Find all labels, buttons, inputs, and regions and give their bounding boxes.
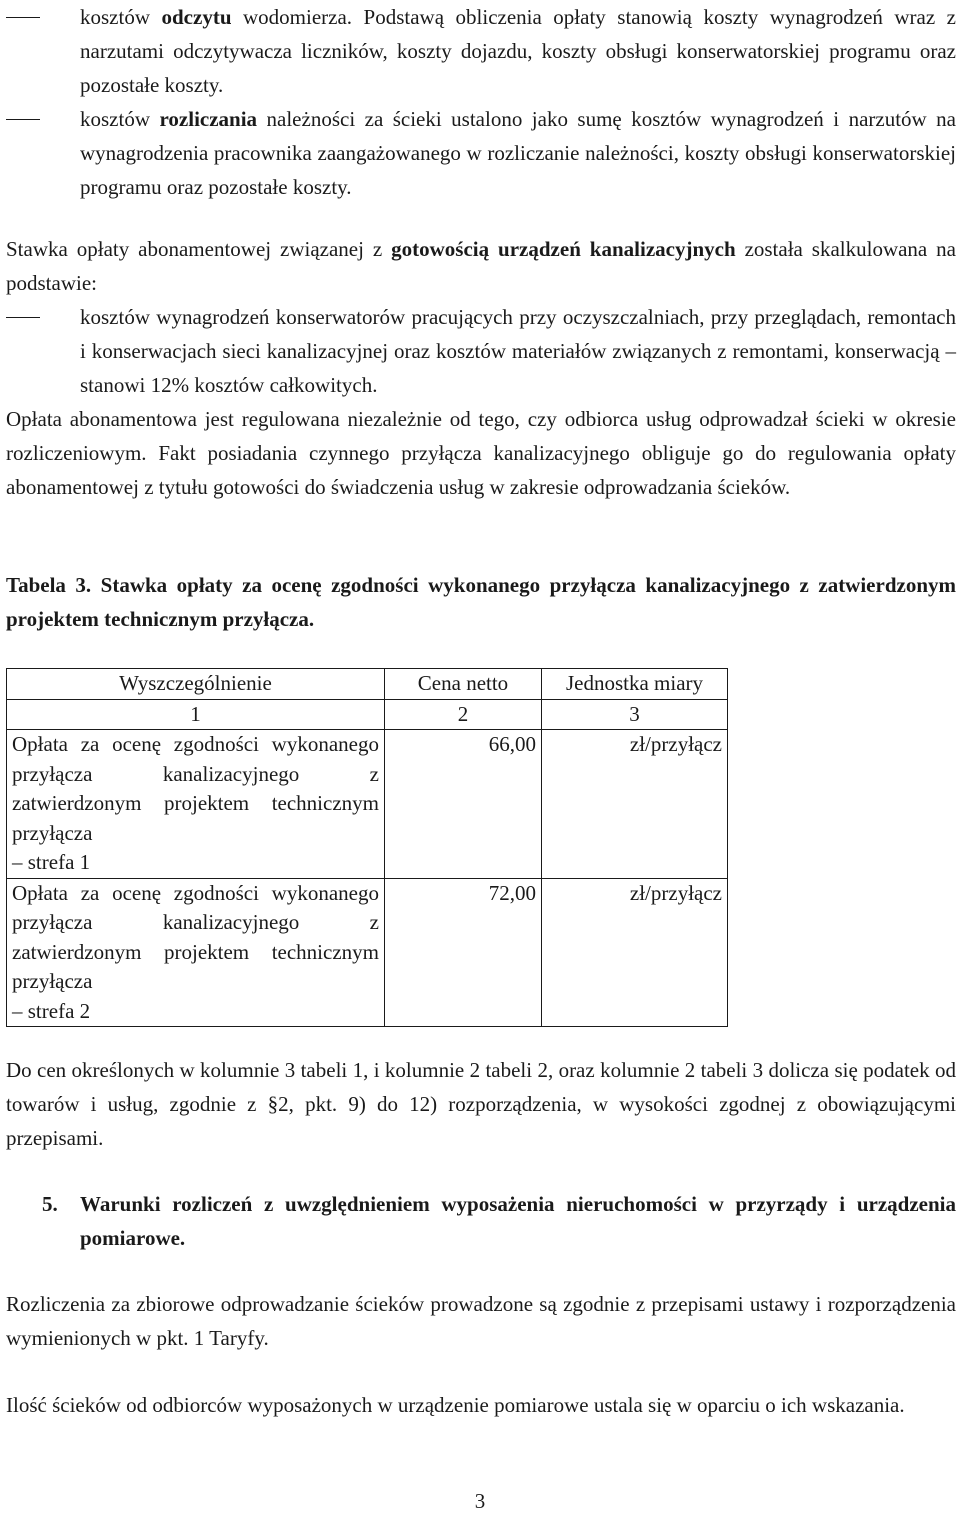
table-header-row	[7, 669, 728, 700]
table-header-cell: Wyszczególnienie	[7, 669, 385, 700]
table-cell-unit: zł/przyłącz	[542, 878, 728, 1027]
description-text: Opłata za ocenę zgodności wykonanego przyłącza kanalizacyjnego z zatwierdzonym projektem technicznym przyłącza	[12, 880, 379, 993]
table-cell-description	[7, 878, 385, 1027]
section-5-heading	[6, 1187, 956, 1255]
dash-mark	[6, 17, 40, 18]
bullet-odczyt-text-post: wodomierza. Podstawą obliczenia opłaty stanowią koszty wynagrodzeń wraz z narzutami odczytywacza liczników, koszty dojazdu, koszty obsługi konserwatorskiej programu oraz pozostałe koszty.	[80, 5, 956, 97]
table-title: Tabela 3. Stawka opłaty za ocenę zgodności wykonanego przyłącza kanalizacyjnego z zatwierdzonym projektem technicznym przyłącza.	[6, 573, 956, 631]
dash-mark	[6, 119, 40, 120]
rate-table	[6, 668, 728, 1027]
bullet-odczyt-text-pre: kosztów	[80, 5, 162, 29]
bullet-odczyt	[6, 0, 956, 102]
section-title: Warunki rozliczeń z uwzględnieniem wyposażenia nieruchomości w przyrządy i urządzenia pomiarowe.	[80, 1192, 956, 1250]
table-row	[7, 730, 728, 879]
description-zone: – strefa 1	[12, 850, 91, 874]
bullet-konserwatorzy-text: kosztów wynagrodzeń konserwatorów pracujących przy oczyszczalniach, przy przeglądach, remontach i konserwacjach sieci kanalizacyjnej oraz kosztów materiałów związanych z remontami, konserwacją – stanowi 12% kosztów całkowitych.	[80, 305, 956, 397]
paragraph-stawka-pre: Stawka opłaty abonamentowej związanej z	[6, 237, 392, 261]
table-column-number: 1	[7, 699, 385, 730]
paragraph-podatek: Do cen określonych w kolumnie 3 tabeli 1, i kolumnie 2 tabeli 2, oraz kolumnie 2 tabeli 3 dolicza się podatek od towarów i usług, zgodnie z §2, pkt. 9) do 12) rozporządzenia, w wysokości zgodnej z obowiązującymi przepisami.	[6, 1058, 956, 1150]
paragraph-stawka-bold: gotowością urządzeń kanalizacyjnych	[391, 237, 736, 261]
description-zone: – strefa 2	[12, 998, 91, 1023]
table-column-number: 2	[385, 699, 542, 730]
table-header-cell: Jednostka miary	[542, 669, 728, 700]
table-column-number: 3	[542, 699, 728, 730]
paragraph-abonament: Opłata abonamentowa jest regulowana niezależnie od tego, czy odbiorca usług odprowadzał ścieki w okresie rozliczeniowym. Fakt posiadania czynnego przyłącza kanalizacyjnego obliguje go do regulowania opłaty abonamentowej z tytułu gotowości do świadczenia usług w zakresie odprowadzania ścieków.	[6, 407, 956, 499]
dash-mark	[6, 317, 40, 318]
description-text: Opłata za ocenę zgodności wykonanego przyłącza kanalizacyjnego z zatwierdzonym projektem technicznym przyłącza	[12, 732, 379, 845]
bullet-rozliczanie-text-post: należności za ścieki ustalono jako sumę kosztów wynagrodzeń i narzutów na wynagrodzenia pracownika zaangażowanego w rozliczanie należności, koszty obsługi konserwatorskiej programu oraz pozostałe koszty.	[80, 107, 956, 199]
bullet-rozliczanie-bold: rozliczania	[159, 107, 258, 131]
paragraph-ilosc: Ilość ścieków od odbiorców wyposażonych w urządzenie pomiarowe ustala się w oparciu o ich wskazania.	[6, 1393, 905, 1417]
table-row	[7, 878, 728, 1027]
table-column-number-row	[7, 699, 728, 730]
section-number: 5.	[42, 1192, 58, 1216]
table-cell-price: 66,00	[385, 730, 542, 879]
table-header-cell: Cena netto	[385, 669, 542, 700]
table-cell-description	[7, 730, 385, 879]
paragraph-stawka-post: została skalkulowana na podstawie:	[6, 237, 956, 295]
bullet-rozliczanie-text-pre: kosztów	[80, 107, 160, 131]
table-cell-price: 72,00	[385, 878, 542, 1027]
bullet-odczyt-bold: odczytu	[161, 5, 232, 29]
paragraph-rozliczenia: Rozliczenia za zbiorowe odprowadzanie ścieków prowadzone są zgodnie z przepisami ustawy i rozporządzenia wymienionych w pkt. 1 Taryfy.	[6, 1292, 956, 1350]
paragraph-stawka	[6, 232, 956, 300]
bullet-konserwatorzy	[6, 300, 956, 402]
bullet-rozliczanie	[6, 102, 956, 204]
page-number: 3	[474, 1489, 486, 1513]
table-cell-unit: zł/przyłącz	[542, 730, 728, 879]
